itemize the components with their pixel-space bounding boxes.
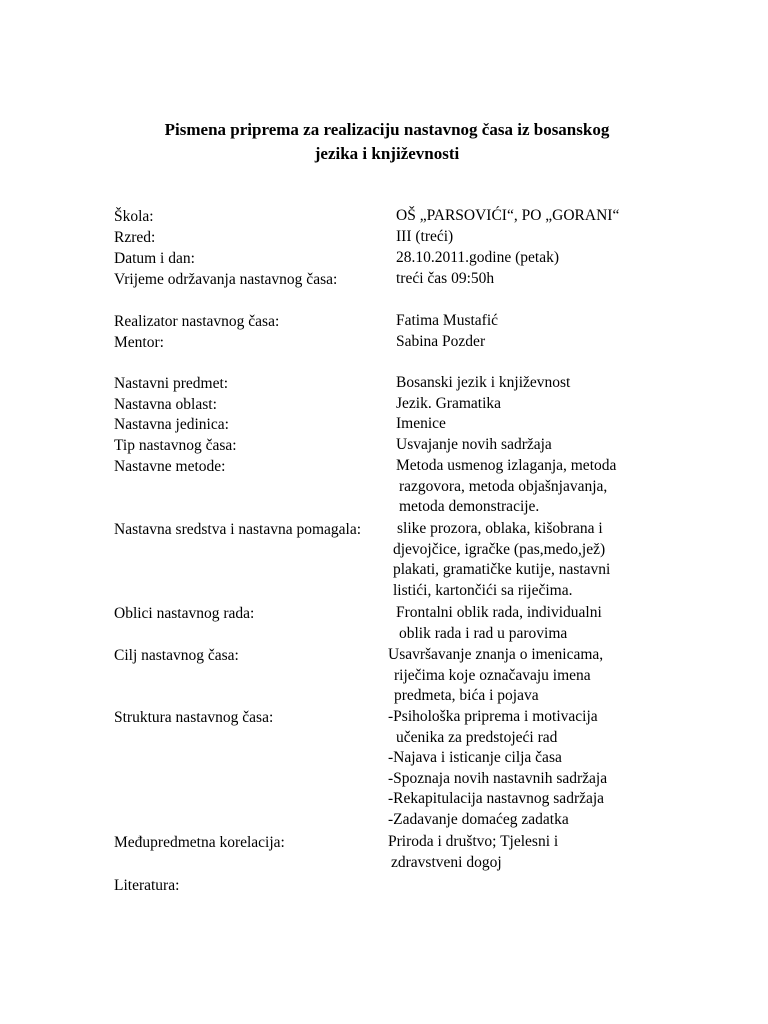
value-line: -Spoznaja novih nastavnih sadržaja: [388, 769, 608, 787]
field-value: OŠ „PARSOVIĆI“, PO „GORANI“: [396, 207, 620, 224]
field-label: Mentor:: [114, 334, 164, 351]
value-line: razgovora, metoda objašnjavanja,: [399, 477, 608, 495]
value-line: Metoda usmenog izlaganja, metoda: [396, 457, 617, 474]
field-label: Realizator nastavnog časa:: [114, 313, 280, 330]
field-label: Nastavni predmet:: [114, 375, 229, 392]
value-line: djevojčice, igračke (pas,medo,jež): [393, 540, 606, 558]
value-line: -Zadavanje domaćeg zadatka: [388, 810, 569, 828]
value-line: metoda demonstracije.: [399, 498, 540, 515]
value-line: Frontalni oblik rada, individualni: [396, 604, 602, 621]
field-label: Nastavne metode:: [114, 458, 226, 475]
value-line: oblik rada i rad u parovima: [399, 624, 568, 642]
field-value: III (treći): [396, 228, 454, 245]
field-value: 28.10.2011.godine (petak): [396, 249, 559, 266]
field-label: Literatura:: [114, 877, 180, 894]
field-value: [388, 645, 603, 707]
field-label: Nastavna jedinica:: [114, 416, 229, 433]
value-line: predmeta, bića i pojava: [394, 687, 539, 704]
field-value: Usvajanje novih sadržaja: [396, 436, 552, 453]
field-value: treći čas 09:50h: [396, 270, 495, 287]
field-value: [388, 707, 607, 830]
title-line-2: jezika i književnosti: [314, 144, 460, 163]
field-value: [396, 456, 616, 518]
field-value: Sabina Pozder: [396, 333, 486, 350]
field-value: Fatima Mustafić: [396, 312, 499, 329]
value-line: učenika za predstojeći rad: [396, 728, 558, 746]
value-line: zdravstveni dogoj: [391, 853, 502, 871]
field-label: Vrijeme održavanja nastavnog časa:: [114, 271, 338, 288]
value-line: riječima koje označavaju imena: [394, 666, 591, 684]
title-line-1: Pismena priprema za realizaciju nastavnog časa iz bosanskog: [164, 120, 610, 139]
field-label: Škola:: [114, 208, 154, 225]
value-line: plakati, gramatičke kutije, nastavni: [393, 561, 611, 578]
field-label: Nastavna oblast:: [114, 396, 217, 413]
value-line: slike prozora, oblaka, kišobrana i: [397, 520, 603, 537]
field-label: Rzred:: [114, 229, 156, 246]
field-label: Struktura nastavnog časa:: [114, 709, 274, 726]
field-value: Imenice: [396, 415, 446, 432]
field-value: Jezik. Gramatika: [396, 395, 502, 412]
field-value: [388, 832, 558, 873]
field-label: Oblici nastavnog rada:: [114, 605, 255, 622]
field-label: Tip nastavnog časa:: [114, 437, 237, 454]
field-value: Bosanski jezik i književnost: [396, 374, 571, 391]
field-label: Datum i dan:: [114, 250, 195, 267]
field-label: Cilj nastavnog časa:: [114, 647, 239, 664]
field-label: Međupredmetna korelacija:: [114, 834, 285, 851]
value-line: -Psihološka priprema i motivacija: [388, 708, 598, 725]
value-line: -Rekapitulacija nastavnog sadržaja: [388, 790, 605, 807]
value-line: Usavršavanje znanja o imenicama,: [388, 646, 604, 663]
value-line: -Najava i isticanje cilja časa: [388, 749, 562, 766]
value-line: listići, kartončići sa riječima.: [393, 581, 573, 599]
value-line: Priroda i društvo; Tjelesni i: [388, 833, 559, 850]
document-title: [0, 118, 768, 166]
field-value: [396, 603, 602, 644]
field-value: [393, 519, 611, 601]
field-label: Nastavna sredstva i nastavna pomagala:: [114, 521, 362, 538]
